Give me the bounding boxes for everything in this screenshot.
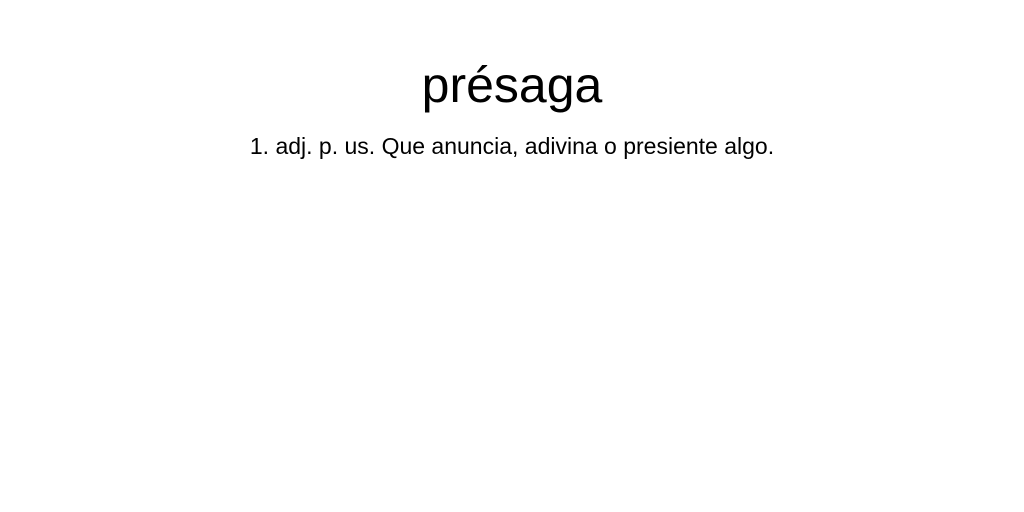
headword: présaga xyxy=(421,57,603,113)
definition-1: 1. adj. p. us. Que anuncia, adivina o presiente algo. xyxy=(249,133,775,159)
